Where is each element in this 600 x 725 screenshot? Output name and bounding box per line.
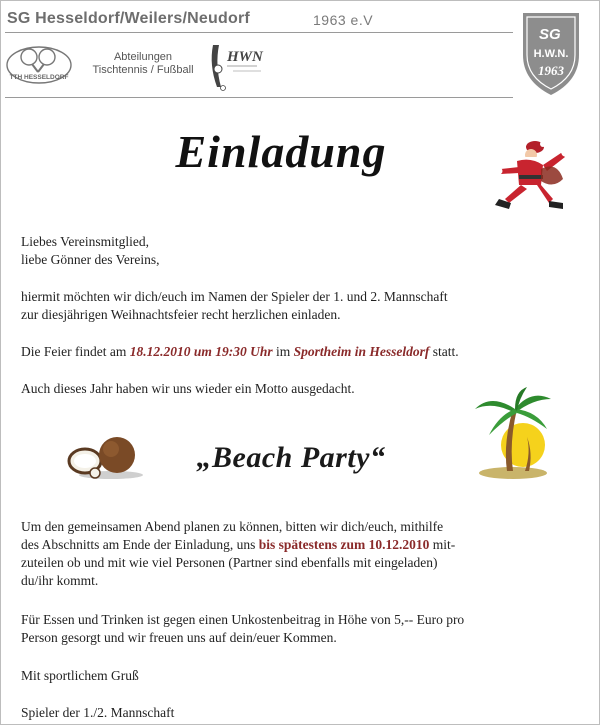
founded-year: 1963 e.V [313, 12, 374, 28]
header-bar [7, 7, 507, 33]
registration-line4: du/ihr kommt. [21, 573, 99, 588]
greeting-line1: Liebes Vereinsmitglied, [21, 234, 149, 249]
event-suffix: statt. [429, 344, 459, 359]
club-name: SG Hesseldorf/Weilers/Neudorf [7, 10, 250, 27]
event-mid: im [272, 344, 294, 359]
registration-line2 [21, 536, 455, 554]
costs-line1: Für Essen und Trinken ist gegen einen Unkostenbeitrag in Höhe von 5,-- Euro pro [21, 612, 465, 627]
running-santa-icon [479, 139, 579, 217]
hwn-logo-text: HWN [227, 49, 263, 65]
motto-intro: Auch dieses Jahr haben wir uns wieder ein Motto ausgedacht. [21, 381, 355, 396]
event-datetime: 18.12.2010 um 19:30 Uhr [129, 344, 273, 359]
shield-text-top: SG [539, 26, 561, 43]
registration-deadline: bis spätestens zum 10.12.2010 [258, 537, 430, 552]
shield-text-mid: H.W.N. [533, 48, 569, 60]
registration-line3: zuteilen ob und mit wie viel Personen (Partner sind ebenfalls mit eingeladen) [21, 555, 438, 570]
departments [83, 51, 203, 77]
hwn-soccer-logo-icon [207, 39, 269, 93]
registration-line2-prefix: des Abschnitts am Ende der Einladung, uns [21, 537, 259, 552]
page-title: Einladung [175, 126, 387, 177]
registration-line1: Um den gemeinsamen Abend planen zu können, bitten wir dich/euch, mithilfe [21, 519, 444, 534]
greeting-line2: liebe Gönner des Vereins, [21, 252, 160, 267]
registration-line2-suffix: mit- [429, 537, 456, 552]
signature-line: Spieler der 1./2. Mannschaft [21, 705, 175, 720]
shield-text-year: 1963 [538, 63, 564, 78]
intro-line2: zur diesjährigen Weihnachtsfeier recht herzlichen einladen. [21, 307, 341, 322]
club-shield-icon [515, 9, 587, 97]
table-tennis-logo-icon [5, 43, 73, 85]
event-line [21, 343, 459, 361]
event-prefix: Die Feier findet am [21, 344, 130, 359]
departments-line2: Tischtennis / Fußball [92, 64, 194, 76]
header-bottom-divider [5, 97, 513, 98]
departments-line1: Abteilungen [113, 51, 173, 63]
tth-logo-text: TTH HESSELDORF [9, 74, 69, 81]
motto-title: „Beach Party“ [196, 441, 386, 474]
costs-line2: Person gesorgt und wir freuen uns auf dein/euer Kommen. [21, 630, 337, 645]
header-divider [5, 32, 513, 33]
closing-line: Mit sportlichem Gruß [21, 668, 139, 683]
intro-line1: hiermit möchten wir dich/euch im Namen der Spieler der 1. und 2. Mannschaft [21, 289, 448, 304]
event-location: Sportheim in Hesseldorf [293, 344, 430, 359]
